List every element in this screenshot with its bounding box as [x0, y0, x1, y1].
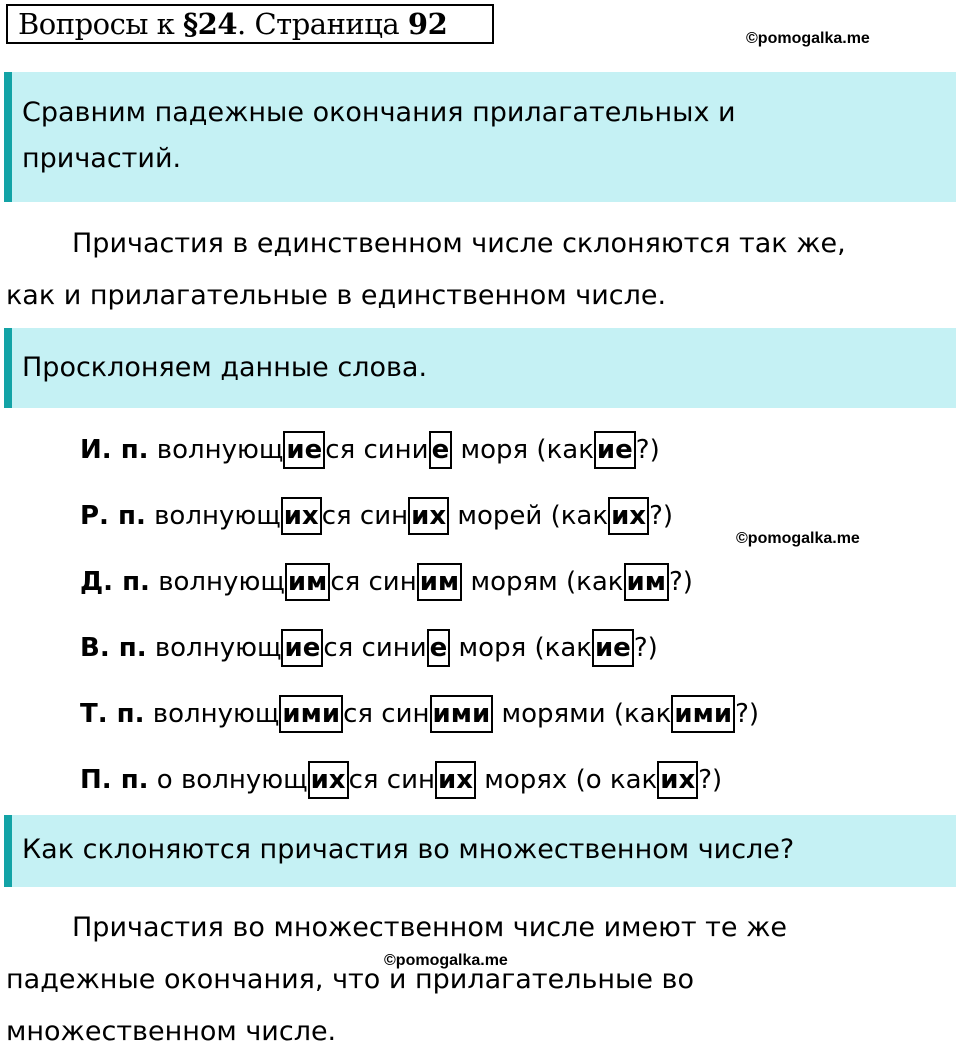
participle-stem: волнующ: [152, 699, 280, 729]
participle-postfix: ся: [321, 501, 352, 531]
noun: моря: [458, 633, 527, 663]
question-ending: их: [657, 761, 698, 799]
question-band-2: [4, 328, 956, 408]
participle-postfix: ся: [330, 567, 361, 597]
page-title: [6, 4, 494, 44]
watermark: ©pomogalka.me: [736, 530, 860, 547]
answer-line: как и прилагательные в единственном числе.: [6, 280, 667, 311]
answer-paragraph-1: [6, 218, 954, 322]
participle-ending: их: [281, 497, 322, 535]
case-label: Р. п.: [80, 501, 146, 531]
page-number: 92: [407, 7, 448, 41]
question-close: ?): [735, 699, 760, 729]
noun: морям: [470, 567, 558, 597]
question-close: ?): [668, 567, 693, 597]
question-word: (как: [613, 699, 672, 729]
adjective-stem: син: [359, 501, 409, 531]
participle-ending: их: [308, 761, 349, 799]
adjective-ending: их: [435, 761, 476, 799]
adjective-ending: е: [429, 431, 453, 469]
participle-ending: ими: [279, 695, 343, 733]
participle-stem: волнующ: [154, 501, 281, 531]
question-word: (как: [550, 501, 609, 531]
participle-postfix: ся: [348, 765, 379, 795]
question-ending: ие: [592, 629, 634, 667]
question-ending: им: [624, 563, 669, 601]
adjective-stem: син: [381, 699, 430, 729]
case-label: И. п.: [80, 435, 149, 465]
case-label: Т. п.: [80, 699, 145, 729]
adjective-ending: их: [408, 497, 449, 535]
question-close: ?): [635, 435, 660, 465]
question-word: (как: [536, 435, 594, 465]
answer-line: Причастия в единственном числе склоняются так же,: [72, 228, 846, 259]
declension-row: [80, 760, 722, 800]
question-close: ?): [698, 765, 723, 795]
question-text: Просклоняем данные слова.: [22, 352, 428, 383]
adjective-stem: син: [386, 765, 435, 795]
participle-stem: волнующ: [154, 633, 282, 663]
adjective-stem: син: [368, 567, 417, 597]
title-prefix: Вопросы к: [18, 7, 184, 41]
question-ending: их: [608, 497, 649, 535]
participle-ending: им: [285, 563, 330, 601]
question-word: (как: [566, 567, 624, 597]
declension-row: [80, 562, 693, 602]
participle-postfix: ся: [343, 699, 374, 729]
title-mid: . Страница: [237, 7, 408, 41]
adjective-stem: сини: [361, 633, 427, 663]
question-word: (о как: [575, 765, 658, 795]
preposition: о: [156, 765, 181, 795]
question-ending: ими: [671, 695, 735, 733]
participle-stem: волнующ: [156, 435, 284, 465]
participle-postfix: ся: [325, 435, 356, 465]
question-band-1: [4, 72, 956, 202]
declension-row: [80, 496, 673, 536]
question-ending: ие: [594, 431, 636, 469]
question-band-3: [4, 815, 956, 887]
noun: морей: [457, 501, 543, 531]
declension-row: [80, 628, 658, 668]
declension-row: [80, 430, 660, 470]
watermark: ©pomogalka.me: [384, 952, 508, 969]
answer-paragraph-3: [6, 902, 954, 1058]
question-word: (как: [534, 633, 592, 663]
section-number: §24: [183, 7, 238, 41]
noun: моря: [460, 435, 529, 465]
answer-line: Причастия во множественном числе имеют те же: [72, 912, 788, 943]
question-text: Сравним падежные окончания прилагательных и причастий.: [22, 97, 736, 174]
declension-row: [80, 694, 759, 734]
case-label: П. п.: [80, 765, 149, 795]
adjective-ending: ими: [430, 695, 494, 733]
question-close: ?): [633, 633, 658, 663]
adjective-stem: сини: [363, 435, 429, 465]
answer-line: падежные окончания, что и прилагательные во: [6, 964, 694, 995]
adjective-ending: е: [427, 629, 451, 667]
participle-postfix: ся: [323, 633, 354, 663]
participle-ending: ие: [283, 431, 325, 469]
participle-stem: волнующ: [180, 765, 308, 795]
case-label: Д. п.: [80, 567, 150, 597]
noun: морями: [501, 699, 606, 729]
participle-ending: ие: [281, 629, 323, 667]
adjective-ending: им: [417, 563, 462, 601]
question-text: Как склоняются причастия во множественном числе?: [22, 834, 795, 865]
answer-line: множественном числе.: [6, 1016, 337, 1047]
question-close: ?): [649, 501, 674, 531]
case-label: В. п.: [80, 633, 147, 663]
participle-stem: волнующ: [158, 567, 285, 597]
noun: морях: [484, 765, 568, 795]
watermark: ©pomogalka.me: [746, 30, 870, 47]
